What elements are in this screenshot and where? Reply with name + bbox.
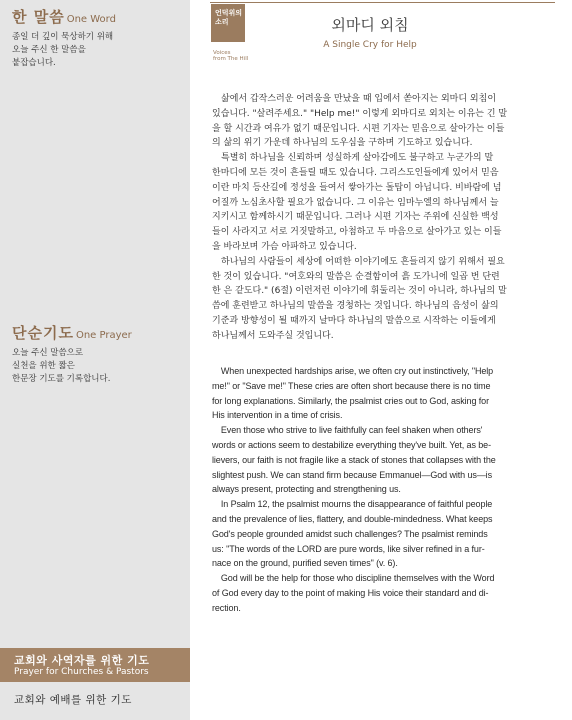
korean-body-line: 을 할 시간과 여유가 없기 때문입니다. 시편 기자는 믿음으로 살아가는 이들 (212, 123, 505, 134)
church-prayer-title-en: Prayer for Churches & Pastors (14, 667, 149, 677)
page-title: 외마디 외침 (331, 16, 409, 34)
one-prayer-title-ko: 단순기도 (12, 324, 74, 342)
english-body-line: In Psalm 12, the psalmist mourns the disappearance of faithful people (212, 499, 493, 510)
korean-body-line: 의 삶의 위기 가운데 하나님의 도우심을 구하며 기도하고 있습니다. (212, 138, 473, 149)
english-body-line: nace on the ground, purified seven times" (v. 6). (212, 558, 398, 569)
one-prayer-description (12, 347, 182, 386)
english-body-line: of God every day to the point of making His voice their standard and di- (212, 587, 489, 598)
korean-body-line: 어질까 노심초사할 필요가 없습니다. 그 이유는 임마누엘의 하나님께서 늘 (212, 197, 499, 208)
one-word-desc-line: 오늘 주신 한 말씀을 (12, 45, 86, 55)
english-body-line: rection. (212, 602, 241, 613)
one-word-desc-line: 종일 더 깊이 묵상하기 위해 (12, 32, 114, 42)
korean-body-line: 지키시고 함께하시기 때문입니다. 그러나 시편 기자는 주위에 신실한 백성 (212, 212, 499, 223)
english-body-line: God's people grounded amidst such challenges? The psalmist reminds (212, 528, 488, 539)
english-body-line: for long explanations. Similarly, the psalmist cries out to God, asking for (212, 395, 489, 406)
one-word-title (12, 6, 182, 27)
one-word-title-en: One Word (66, 14, 116, 25)
page-subtitle: A Single Cry for Help (323, 40, 417, 50)
english-body-line: always present, protecting and strengthening us. (212, 484, 401, 495)
one-word-desc-line: 붙잡습니다. (12, 58, 56, 68)
badge-caption-line: from The Hill (213, 56, 249, 62)
one-word-title-ko: 한 말씀 (12, 8, 65, 26)
english-body-line: slightest push. We can stand firm because Emmanuel—God with us—is (212, 469, 492, 480)
korean-body-line: 하나님께서 도와주실 것입니다. (212, 330, 334, 341)
english-body-line: When unexpected hardships arise, we often cry out instinctively, "Help (212, 366, 494, 376)
church-prayer-subtitle: 교회와 예배를 위한 기도 (14, 694, 132, 706)
english-body-line: us: "The words of the LORD are pure words, like silver refined in a fur- (212, 543, 485, 554)
english-body (212, 364, 557, 616)
korean-body-line: 한 것이 있습니다. "여호와의 말씀은 순결함이여 흙 도가니에 일곱 번 단련 (212, 271, 500, 282)
english-body-line: His intervention in a time of crisis. (212, 410, 343, 421)
korean-body-line: 씀에 훈련받고 하나님의 말씀을 경청하는 것입니다. 하나님의 음성이 삶의 (212, 301, 499, 312)
english-body-line: words or actions seem to destabilize everything they've built. Yet, as be- (212, 439, 491, 450)
english-body-line: and the prevalence of lies, flattery, and double-mindedness. What keeps (212, 513, 493, 524)
english-body-line: me!" or "Save me!" These cries are often short because there is no time (212, 380, 491, 391)
badge-caption (213, 50, 248, 62)
korean-body-line: 있습니다. "살려주세요." "Help me!" 이렇게 외마디로 외치는 이유는 긴 말 (212, 108, 508, 119)
church-prayer-band (0, 648, 190, 682)
korean-body-line: 하나님의 사람들이 세상에 어떠한 이야기에도 흔들리지 않기 위해서 필요 (212, 256, 505, 267)
one-word-section (12, 6, 182, 70)
badge-line: 소리 (215, 18, 229, 26)
voices-badge (211, 4, 245, 42)
sidebar (0, 0, 190, 720)
korean-body-line: 한마디에 모든 것이 흔들릴 때도 있습니다. 그리스도인들에게 있어서 믿음 (212, 167, 499, 178)
header-rule (210, 2, 555, 3)
english-body-line: lievers, our faith is not fragile like a stack of stones that collapses with the (212, 454, 496, 465)
korean-body-line: 이란 마치 등산길에 정성을 들여서 쌓아가는 돌탑이 아닙니다. 비바람에 넘 (212, 182, 502, 193)
church-prayer-title-ko: 교회와 사역자를 위한 기도 (14, 654, 150, 667)
badge-caption-line: Voices (213, 50, 231, 56)
badge-line: 언덕위의 (215, 9, 243, 17)
korean-body-line: 한 은 같도다." (6절) 이런저런 이야기에 휘둘리는 것이 아니라, 하나님의 말 (212, 286, 507, 297)
korean-body (212, 92, 557, 344)
korean-body-line: 기준과 방향성이 될 때까지 날마다 하나님의 말씀으로 시작하는 이들에게 (212, 315, 496, 326)
one-prayer-desc-line: 한문장 기도를 기록합니다. (12, 374, 111, 384)
korean-body-line: 삶에서 갑작스러운 어려움을 만났을 때 입에서 쏟아지는 외마디 외침이 (212, 94, 497, 104)
one-prayer-section (12, 322, 182, 386)
one-prayer-title (12, 322, 182, 343)
korean-body-line: 특별히 하나님을 신뢰하며 성실하게 살아감에도 불구하고 누군가의 말 (212, 153, 494, 164)
english-body-line: Even those who strive to live faithfully can feel shaken when others' (212, 425, 483, 436)
one-word-description (12, 31, 182, 70)
korean-body-line: 들이 사라지고 서로 거짓말하고, 아첨하고 두 마음으로 살아가고 있는 이들 (212, 227, 502, 238)
one-prayer-title-en: One Prayer (75, 330, 132, 341)
english-body-line: God will be the help for those who discipline themselves with the Word (212, 573, 495, 584)
korean-body-line: 을 바라보며 가슴 아파하고 있습니다. (212, 241, 357, 252)
one-prayer-desc-line: 실천을 위한 짧은 (12, 361, 75, 371)
one-prayer-desc-line: 오늘 주신 말씀으로 (12, 348, 84, 358)
